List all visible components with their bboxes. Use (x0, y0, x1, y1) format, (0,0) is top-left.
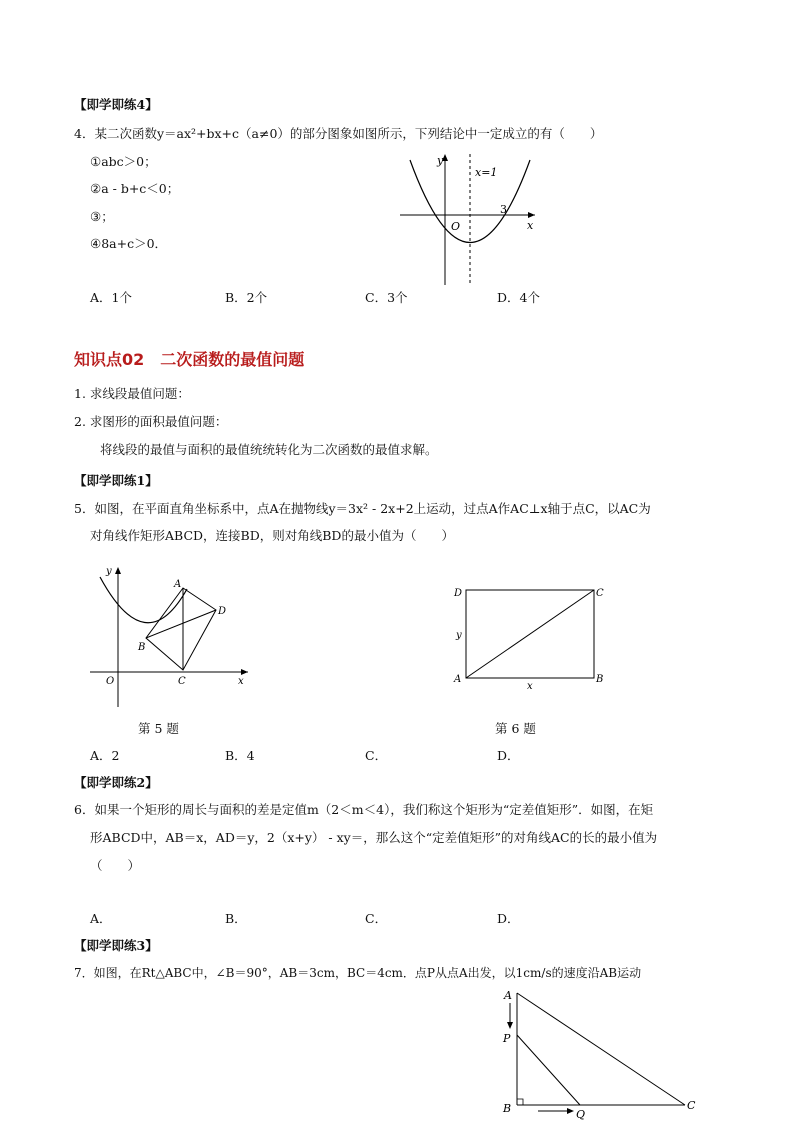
q6-diagonal-ac (466, 590, 594, 678)
q5-y-arrow (115, 567, 121, 574)
q5-label-o: O (106, 676, 115, 687)
q4-y-label: y (437, 154, 444, 167)
q4-parabola-figure (395, 150, 545, 290)
q4-option-b: B．2个 (225, 290, 268, 305)
q4-option-d: D．4个 (497, 290, 540, 305)
q6-label-a: A (454, 674, 462, 685)
q5-figure (88, 562, 258, 712)
question-6-line1: 6．如果一个矩形的周长与面积的差是定值m（2＜m＜4），我们称这个矩形为“定差值矩形”．如图，在矩 (74, 802, 654, 817)
section-point-2: 2. 求图形的面积最值问题： (74, 414, 228, 429)
q7-label-b: B (503, 1102, 512, 1115)
q5-option-c: C． (365, 748, 388, 763)
q7-label-c: C (687, 1099, 696, 1112)
q4-symmetry-label: x=1 (475, 166, 498, 179)
q6-label-x: x (527, 681, 533, 692)
practice-tag-2: 【即学即练2】 (74, 775, 158, 790)
q6-option-a: A． (90, 911, 112, 926)
q4-option-a: A．1个 (90, 290, 132, 305)
q6-option-b: B． (225, 911, 247, 926)
q5-rectangle-abcd (146, 588, 216, 670)
practice-tag-1: 【即学即练1】 (74, 473, 158, 488)
q7-label-q: Q (576, 1108, 586, 1120)
section-title: 知识点02 二次函数的最值问题 (74, 350, 305, 369)
q7-label-a: A (504, 989, 512, 1002)
q5-label-y: y (106, 566, 112, 577)
question-6-line3: （ ） (90, 858, 141, 873)
practice-tag-4: 【即学即练4】 (74, 97, 158, 112)
q7-arrow-right-head (567, 1108, 574, 1114)
q4-item-1: ①abc＞0； (90, 154, 157, 169)
question-5-line2: 对角线作矩形ABCD，连接BD，则对角线BD的最小值为（ ） (90, 528, 454, 543)
q7-right-angle-mark (517, 1099, 523, 1105)
q5-option-b: B．4 (225, 748, 255, 763)
q5-option-a: A．2 (90, 748, 120, 763)
q7-arrow-down-head (507, 1022, 513, 1029)
q5-option-d: D． (497, 748, 520, 763)
q5-x-arrow (241, 669, 248, 675)
q5-label-a: A (174, 579, 182, 590)
question-7-line1: 7．如图，在Rt△ABC中，∠B＝90°，AB＝3cm，BC＝4cm．点P从点A出发，以1cm/s的速度沿AB运动 (74, 966, 642, 980)
q7-triangle-figure (500, 985, 710, 1120)
question-4-stem: 4．某二次函数y＝ax²+bx+c（a≠0）的部分图象如图所示，下列结论中一定成立的有（ ） (74, 126, 603, 141)
q7-side-ac (517, 993, 685, 1105)
q6-option-d: D． (497, 911, 520, 926)
q6-label-y: y (456, 630, 462, 641)
q4-x-arrow (528, 212, 535, 218)
practice-tag-3: 【即学即练3】 (74, 938, 158, 953)
q6-label-b: B (596, 674, 604, 685)
section-summary: 将线段的最值与面积的最值统统转化为二次函数的最值求解。 (100, 442, 438, 457)
q4-item-4: ④8a+c＞0． (90, 236, 168, 251)
q5-figure-caption: 第 5 题 (138, 721, 179, 736)
q4-option-c: C．3个 (365, 290, 408, 305)
section-point-1: 1. 求线段最值问题： (74, 386, 190, 401)
q6-figure-caption: 第 6 题 (495, 721, 536, 736)
q6-option-c: C． (365, 911, 388, 926)
q5-label-d: D (218, 606, 227, 617)
q6-label-d: D (454, 588, 463, 599)
q6-figure (448, 582, 608, 692)
q7-label-p: P (503, 1032, 511, 1045)
q4-root-label: 3 (500, 203, 507, 216)
q7-segment-pq (517, 1035, 580, 1105)
question-6-line2: 形ABCD中，AB＝x，AD＝y，2（x+y） - xy＝，那么这个“定差值矩形”的对角线AC的长的最小值为 (90, 830, 658, 845)
q4-item-2: ②a - b+c＜0； (90, 181, 180, 196)
q4-item-3: ③； (90, 209, 114, 224)
q5-label-c: C (178, 676, 186, 687)
question-5-line1: 5．如图，在平面直角坐标系中，点A在抛物线y＝3x² - 2x+2上运动，过点A作AC⊥x轴于点C，以AC为 (74, 501, 651, 516)
q5-label-b: B (138, 642, 146, 653)
q5-label-x: x (238, 676, 244, 687)
q4-origin-label: O (451, 220, 461, 233)
q6-label-c: C (596, 588, 604, 599)
q4-x-label: x (527, 219, 534, 232)
